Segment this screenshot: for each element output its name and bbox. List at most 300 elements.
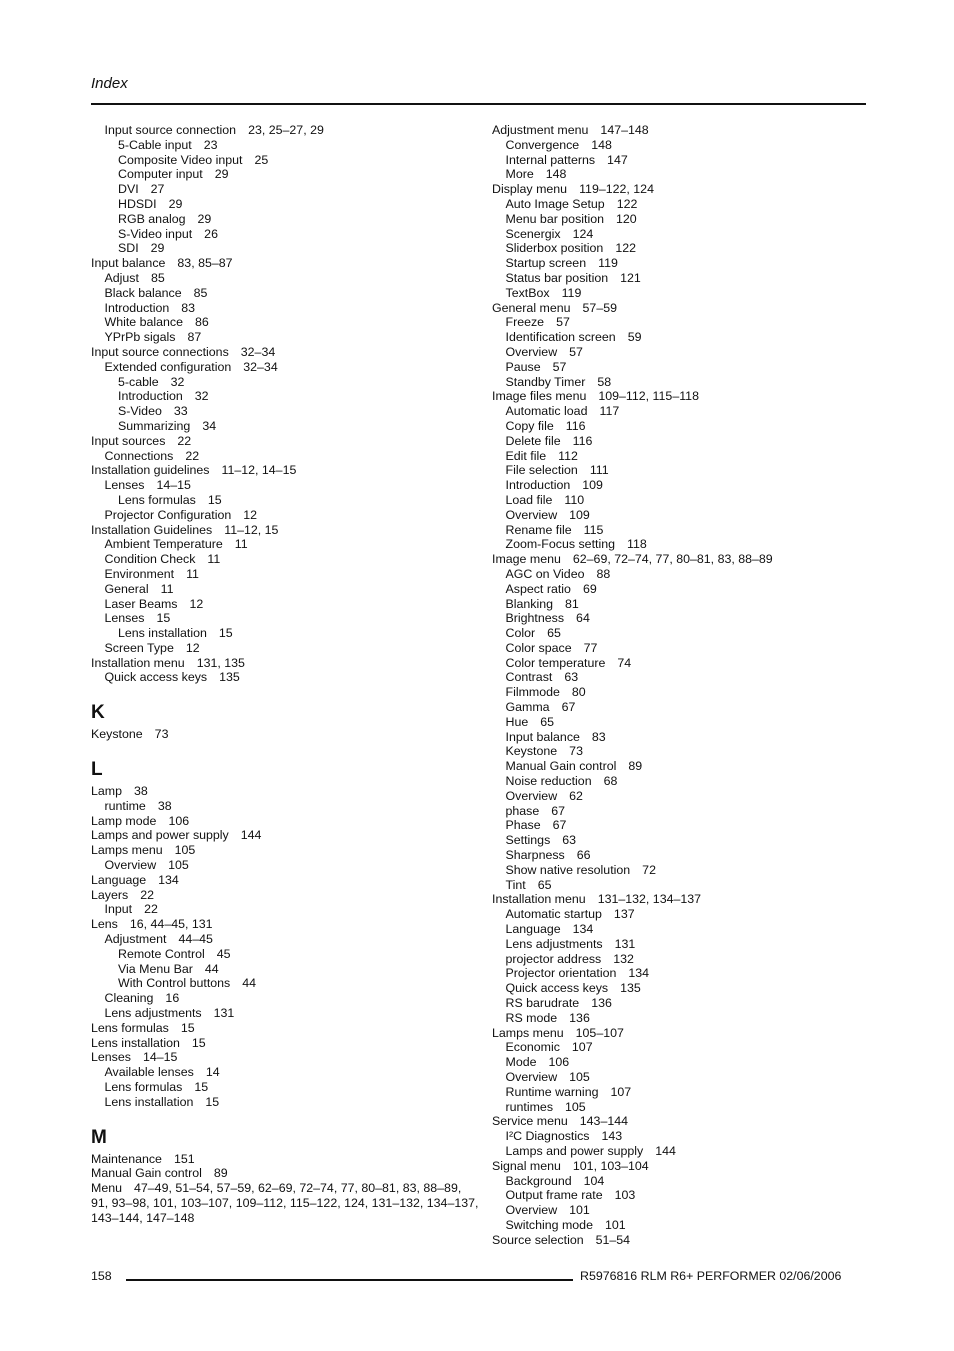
index-entry [91,1080,481,1095]
index-term: Load file [505,492,553,507]
index-page-refs: 136 [569,1010,590,1025]
index-term: Environment [104,566,175,581]
index-page-refs: 34 [202,418,217,433]
index-entry [91,1006,481,1021]
index-entry [492,1085,872,1100]
index-term: Input balance [505,729,580,744]
index-term: Automatic startup [505,907,602,922]
index-term: Extended configuration [104,359,232,374]
index-page-refs: 14–15 [142,1050,178,1065]
index-page-refs: 15 [180,1020,195,1035]
index-term: Input source connections [91,344,229,359]
index-page-refs: 72 [642,862,656,877]
index-page-refs: 103 [614,1188,636,1203]
index-entry [91,138,481,153]
index-term: Filmmode [505,685,560,700]
index-term: Available lenses [104,1065,194,1080]
index-term: Signal menu [492,1158,561,1173]
index-term: Sliderbox position [505,241,604,256]
index-page-refs: 11 [207,552,221,567]
index-entry [492,286,872,301]
index-term: phase [505,803,540,818]
index-term: More [505,167,534,182]
index-entry [91,167,481,182]
index-page-refs: 62–69, 72–74, 77, 80–81, 83, 88–89 [572,552,773,567]
document-reference: R5976816 RLM R6+ PERFORMER 02/06/2006 [580,1269,842,1283]
index-term: Freeze [505,315,545,330]
index-entry [492,1203,872,1218]
index-entry [492,685,872,700]
index-term: Language [91,872,147,887]
index-entry [91,463,481,478]
index-term: General menu [492,300,571,315]
index-term: Lamp [91,784,122,799]
index-term: Black balance [104,285,182,300]
index-entry [91,227,481,242]
index-entry [492,508,872,523]
index-page-refs: 66 [576,848,591,863]
index-page-refs: 67 [552,818,567,833]
index-entry [492,315,872,330]
index-page-refs: 101 [604,1217,626,1232]
index-page-refs: 89 [213,1166,228,1181]
index-entry [91,656,481,671]
index-term: Lens installation [118,626,207,641]
index-term: Keystone [505,744,558,759]
index-page-refs: 86 [195,315,209,330]
index-term: Phase [505,818,541,833]
index-entry [492,212,872,227]
index-entry [91,123,481,138]
index-entry [492,1144,872,1159]
index-page-refs: 111 [589,463,609,478]
index-entry [91,286,481,301]
index-term: Installation menu [91,655,185,670]
index-term: Blanking [505,596,554,611]
index-letter-heading: K [91,702,105,724]
index-term: Projector Configuration [104,507,232,522]
index-page-refs: 22 [185,448,200,463]
index-page-refs: 131–132, 134–137 [597,892,702,907]
index-page-refs: 25 [254,152,269,167]
index-term: Service menu [492,1114,568,1129]
index-term: Runtime warning [505,1084,599,1099]
index-page-refs: 11 [160,581,174,596]
index-entry [91,991,481,1006]
index-term: Overview [505,1070,558,1084]
index-page-refs: 12 [189,596,204,611]
index-page-refs: 118 [627,537,647,552]
index-page-refs: 101, 103–104 [572,1158,649,1173]
index-term: Background [505,1173,572,1188]
index-page-refs: 11–12, 15 [224,522,279,537]
index-page-refs: 11 [234,537,248,552]
index-page-refs: 131 [614,936,636,951]
index-page-refs: 147 [607,152,628,167]
index-term: Color space [505,640,572,655]
index-entry [91,843,481,858]
index-entry [492,1100,872,1115]
index-entry [492,1129,872,1144]
index-letter-heading: L [91,759,103,781]
index-entry [492,996,872,1011]
index-page-refs: 11 [186,566,199,581]
index-entry [91,1152,481,1167]
index-term: Lens installation [91,1035,180,1050]
index-term: Switching mode [505,1217,593,1232]
index-page-refs: 148 [545,167,567,182]
index-entry [91,828,481,843]
index-page-refs: 26 [204,226,218,241]
index-term: Delete file [505,433,561,448]
index-term: Scenergix [505,226,561,241]
index-entry [492,463,872,478]
index-column-right [492,123,872,1248]
index-term: Installation guidelines [91,463,210,478]
index-page-refs: 77 [583,640,598,655]
index-entry [492,700,872,715]
index-entry [91,419,481,434]
index-entry [492,878,872,893]
index-entry [492,759,872,774]
index-entry [492,907,872,922]
index-term: S-Video [118,404,162,419]
index-page-refs: 109–112, 115–118 [598,389,699,404]
footer-divider [126,1279,573,1281]
index-term: Lamps menu [91,843,163,858]
index-page-refs: 14–15 [156,478,191,493]
index-term: Lamp mode [91,813,157,828]
index-entry [492,641,872,656]
index-page-refs: 33 [173,404,188,419]
index-term: Menu [91,1181,122,1196]
index-term: Image files menu [492,389,587,404]
index-page-refs: 65 [540,714,555,729]
index-page-refs: 136 [591,996,612,1011]
index-entry [91,947,481,962]
index-page-refs: 116 [565,418,586,433]
index-page-refs: 32–34 [240,344,276,359]
index-entry [492,375,872,390]
index-term: Lamps menu [492,1025,564,1040]
index-page-refs: 57 [569,344,583,359]
index-term: RGB analog [118,211,186,226]
index-term: Overview [505,344,558,359]
index-page-refs: 81 [565,596,579,611]
index-term: Settings [505,833,551,848]
index-page-refs: 144 [240,828,262,843]
index-page-refs: 57 [552,359,567,374]
index-page-refs: 67 [551,803,566,818]
index-term: 5-cable [118,374,159,389]
index-entry [91,1021,481,1036]
index-term: Lamps and power supply [505,1143,644,1158]
index-term: Convergence [505,137,580,152]
index-term: Input sources [91,433,166,448]
index-entry [492,626,872,641]
index-page-refs: 101 [569,1203,590,1218]
index-term: Lens adjustments [505,936,603,951]
index-entry [492,567,872,582]
index-entry [91,641,481,656]
index-page-refs: 62 [569,788,583,803]
index-entry [492,966,872,981]
index-term: Computer input [118,167,203,182]
index-entry [492,744,872,759]
index-term: DVI [118,182,139,197]
header-divider [91,103,866,105]
index-term: White balance [104,315,184,330]
index-entry [492,256,872,271]
index-entry [91,449,481,464]
index-page-refs: 106 [548,1055,570,1070]
index-entry [492,1174,872,1189]
index-term: projector address [505,951,602,966]
index-page-refs: 131, 135 [196,655,245,670]
index-entry [492,1011,872,1026]
index-term: Via Menu Bar [118,961,193,976]
index-term: Lenses [91,1050,131,1065]
index-page-refs: 57 [556,315,570,330]
index-page-refs: 44–45 [178,932,213,947]
index-page-refs: 32 [194,389,209,404]
index-page-refs: 27 [150,182,165,197]
index-page-refs: 107 [571,1040,593,1055]
index-entry [492,138,872,153]
index-term: Overview [104,858,157,873]
index-entry [91,389,481,404]
index-page-refs: 134 [572,922,594,937]
index-entry [492,1114,872,1129]
index-page-refs: 15 [218,626,233,641]
index-term: Projector orientation [505,966,617,981]
index-page-refs: 44 [242,976,257,991]
index-page-refs: 121 [620,270,641,285]
index-term: Color temperature [505,655,606,670]
index-page-refs: 147–148 [600,123,649,137]
index-entry [492,1026,872,1041]
index-page-refs: 135 [219,670,240,685]
index-term: Copy file [505,418,554,433]
index-entry [492,818,872,833]
index-entry [91,784,481,799]
index-term: Quick access keys [505,981,609,996]
index-term: Startup screen [505,256,587,271]
index-page-refs: 124 [572,226,594,241]
index-page-refs: 22 [144,902,158,917]
index-term: I²C Diagnostics [505,1129,590,1144]
index-term: Hue [505,714,529,729]
index-entry [91,582,481,597]
index-page-refs: 14 [205,1065,220,1080]
index-page-refs: 105 [174,843,196,858]
index-entry [492,1055,872,1070]
index-term: YPrPb sigals [104,330,176,345]
index-page-refs: 38 [134,784,148,799]
index-term: TextBox [505,285,550,300]
index-page-refs: 29 [197,211,212,226]
index-term: With Control buttons [118,976,231,991]
index-page-refs: 119 [598,256,618,271]
index-term: Input source connection [104,123,237,137]
index-entry [91,814,481,829]
index-page-refs: 104 [583,1173,605,1188]
index-page-refs: 85 [150,270,165,285]
index-term: Cleaning [104,991,154,1006]
index-page-refs: 110 [564,492,585,507]
index-page-refs: 135 [620,981,641,996]
index-entry [91,523,481,538]
index-page-refs: 117 [599,404,620,419]
index-page-refs: 16 [165,991,180,1006]
page-title: Index [91,75,128,92]
index-page-refs: 74 [617,655,632,670]
index-term: runtime [104,798,146,813]
index-page-refs: 134 [628,966,650,981]
index-term: Quick access keys [104,670,208,685]
index-entry [91,256,481,271]
index-page-refs: 109 [582,478,603,493]
index-page-refs: 32 [170,374,185,389]
index-entry [492,301,872,316]
index-entry [492,804,872,819]
index-term: Image menu [492,552,561,567]
index-term: runtimes [505,1099,554,1114]
index-page-refs: 68 [603,774,618,789]
index-term: RS mode [505,1010,558,1025]
index-term: Condition Check [104,552,196,567]
index-page-refs: 45 [216,946,231,961]
index-entry [492,271,872,286]
index-page-refs: 143 [601,1129,623,1144]
index-entry [91,271,481,286]
index-entry [492,1233,872,1248]
index-term: Standby Timer [505,374,586,389]
index-page-refs: 148 [591,137,612,152]
index-page-refs: 23 [203,137,218,152]
index-term: Introduction [118,389,183,404]
index-entry [492,345,872,360]
index-term: Composite Video input [118,152,243,167]
index-term: Installation Guidelines [91,522,213,537]
index-term: Tint [505,877,526,892]
index-entry [91,315,481,330]
index-term: Remote Control [118,946,205,961]
index-entry [492,330,872,345]
index-term: SDI [118,241,139,256]
index-page-refs: 87 [187,330,202,345]
index-term: Internal patterns [505,152,596,167]
index-entry [91,626,481,641]
index-term: Maintenance [91,1151,162,1166]
index-page-refs: 115 [583,522,604,537]
index-term: Overview [505,1203,558,1218]
index-page-refs: 137 [613,907,635,922]
index-entry [492,537,872,552]
index-entry [91,1050,481,1065]
index-entry [91,404,481,419]
index-entry [492,478,872,493]
index-term: Gamma [505,700,550,715]
index-column-left [91,123,481,1226]
index-entry [91,301,481,316]
index-entry [91,241,481,256]
index-page-refs: 15 [191,1035,206,1050]
index-term: Manual Gain control [91,1166,202,1181]
index-term: Pause [505,359,541,374]
index-page-refs: 88 [596,566,611,581]
index-entry [91,567,481,582]
index-entry [492,1040,872,1055]
index-entry [492,715,872,730]
index-entry [91,888,481,903]
index-entry [492,730,872,745]
index-term: Lens installation [104,1094,194,1109]
index-entry [492,774,872,789]
index-page-refs: 131 [213,1006,235,1021]
index-page-refs: 89 [628,759,643,774]
index-page-refs: 58 [597,374,612,389]
index-entry [492,922,872,937]
index-entry [492,863,872,878]
index-entry [91,537,481,552]
index-entry [91,976,481,991]
index-entry [492,360,872,375]
index-page-refs: 15 [207,492,222,507]
index-page-refs: 122 [616,196,638,211]
index-page-refs: 47–49, 51–54, 57–59, 62–69, 72–74, 77, 80–81, 83, 88–89, 91, 93–98, 101, 103–107, 109–112, 115–122, 124, 131–132, 134–137, 143–144, 147–148 [91,1181,479,1225]
index-term: Lens formulas [91,1020,169,1035]
index-entry [91,552,481,567]
index-page-refs: 51–54 [595,1232,631,1247]
index-page-refs: 15 [194,1080,209,1095]
index-entry [492,952,872,967]
index-page-refs: 69 [582,581,597,596]
index-term: Lens formulas [104,1080,183,1095]
index-entry [91,917,481,932]
index-letter-heading: M [91,1126,107,1148]
index-term: Status bar position [505,270,609,285]
index-entry [492,434,872,449]
index-page-refs: 12 [185,640,200,655]
index-term: Keystone [91,727,143,742]
index-term: Show native resolution [505,862,631,877]
index-entry [492,981,872,996]
index-page-refs: 143–144 [579,1114,629,1129]
index-page-refs: 63 [564,670,579,685]
index-entry [492,848,872,863]
index-entry [91,858,481,873]
index-term: Lamps and power supply [91,828,229,843]
index-page-refs: 15 [205,1094,220,1109]
index-term: Color [505,626,536,641]
index-entry [492,552,872,567]
index-page-refs: 105 [168,858,189,873]
index-page-refs: 80 [571,685,586,700]
index-page-refs: 151 [173,1151,195,1166]
index-term: Ambient Temperature [104,537,223,552]
index-entry [492,167,872,182]
index-page-refs: 22 [177,433,192,448]
index-term: Language [505,922,561,937]
index-entry [91,212,481,227]
index-entry [91,197,481,212]
index-term: File selection [505,463,578,478]
index-page-refs: 105 [569,1070,590,1084]
index-page-refs: 132 [613,951,634,966]
index-entry [492,523,872,538]
index-entry [91,727,481,742]
